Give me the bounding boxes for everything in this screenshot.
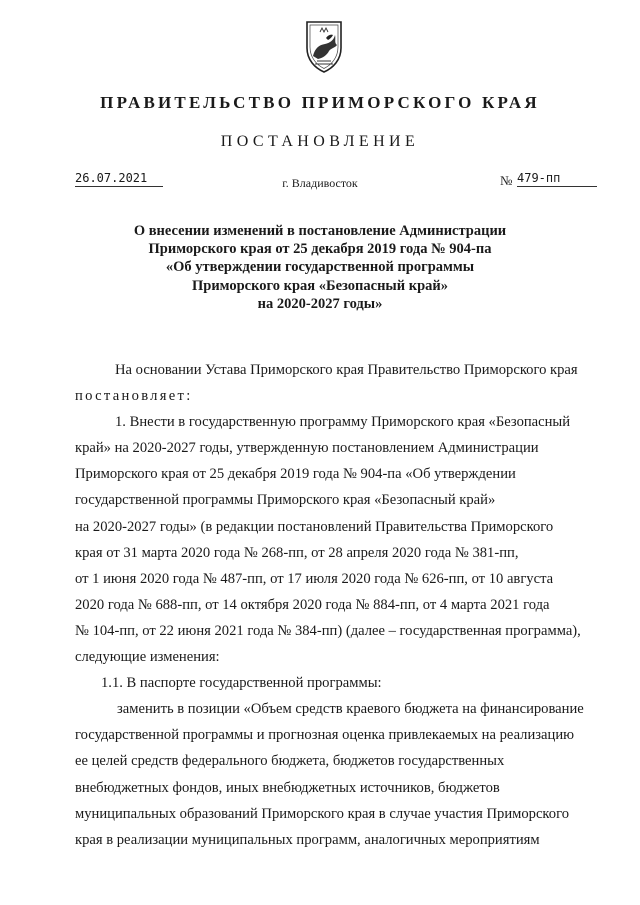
body-line: Приморского края от 25 декабря 2019 года № 904-па «Об утверждении — [75, 466, 516, 483]
number-sign: № — [500, 173, 513, 188]
body-line: 2020 года № 688-пп, от 14 октября 2020 года № 884-пп, от 4 марта 2021 года — [75, 596, 550, 613]
heading-line: Приморского края от 25 декабря 2019 года № 904-па — [148, 241, 492, 258]
document-date: 26.07.2021 — [75, 171, 163, 187]
heading-line: О внесении изменений в постановление Администрации — [133, 223, 507, 239]
coat-of-arms-emblem — [301, 18, 347, 74]
body-line: на 2020-2027 годы» (в редакции постановлений Правительства Приморского — [75, 518, 554, 535]
body-line: внебюджетных фондов, иных внебюджетных источников, бюджетов — [75, 779, 500, 796]
body-line: 1.1. В паспорте государственной программы: — [101, 675, 382, 692]
body-line: край» на 2020-2027 годы, утвержденную постановлением Администрации — [75, 440, 539, 457]
document-body — [75, 357, 599, 853]
body-line: муниципальных образований Приморского края в случае участия Приморского — [75, 805, 569, 822]
body-line: постановляет: — [75, 388, 193, 405]
body-line: от 1 июня 2020 года № 487-пп, от 17 июля 2020 года № 626-пп, от 10 августа — [75, 570, 554, 587]
body-line: ее целей средств федерального бюджета, бюджетов государственных — [75, 753, 505, 770]
government-title: ПРАВИТЕЛЬСТВО ПРИМОРСКОГО КРАЯ — [100, 93, 540, 112]
body-line: № 104-пп, от 22 июня 2021 года № 384-пп) (далее – государственная программа), — [75, 622, 581, 639]
body-line: 1. Внести в государственную программу Приморского края «Безопасный — [115, 414, 571, 431]
body-line: заменить в позиции «Объем средств краевого бюджета на финансирование — [117, 701, 584, 718]
body-line: края от 31 марта 2020 года № 268-пп, от 28 апреля 2020 года № 381-пп, — [75, 544, 519, 561]
body-line: государственной программы и прогнозная оценка привлекаемых на реализацию — [75, 727, 575, 744]
heading-line: Приморского края «Безопасный край» — [191, 277, 448, 294]
heading-line: «Об утверждении государственной программы — [165, 259, 475, 276]
body-line: края в реализации муниципальных программ, аналогичных мероприятиям — [75, 831, 540, 848]
document-type: ПОСТАНОВЛЕНИЕ — [220, 133, 420, 150]
heading-line: на 2020-2027 годы» — [257, 295, 383, 312]
body-line: следующие изменения: — [75, 649, 220, 666]
body-line: На основании Устава Приморского края Правительство Приморского края — [115, 362, 578, 378]
document-city: г. Владивосток — [282, 176, 358, 190]
document-heading — [0, 222, 640, 313]
document-number: 479-пп — [517, 171, 597, 187]
body-line: государственной программы Приморского края «Безопасный край» — [75, 492, 496, 509]
